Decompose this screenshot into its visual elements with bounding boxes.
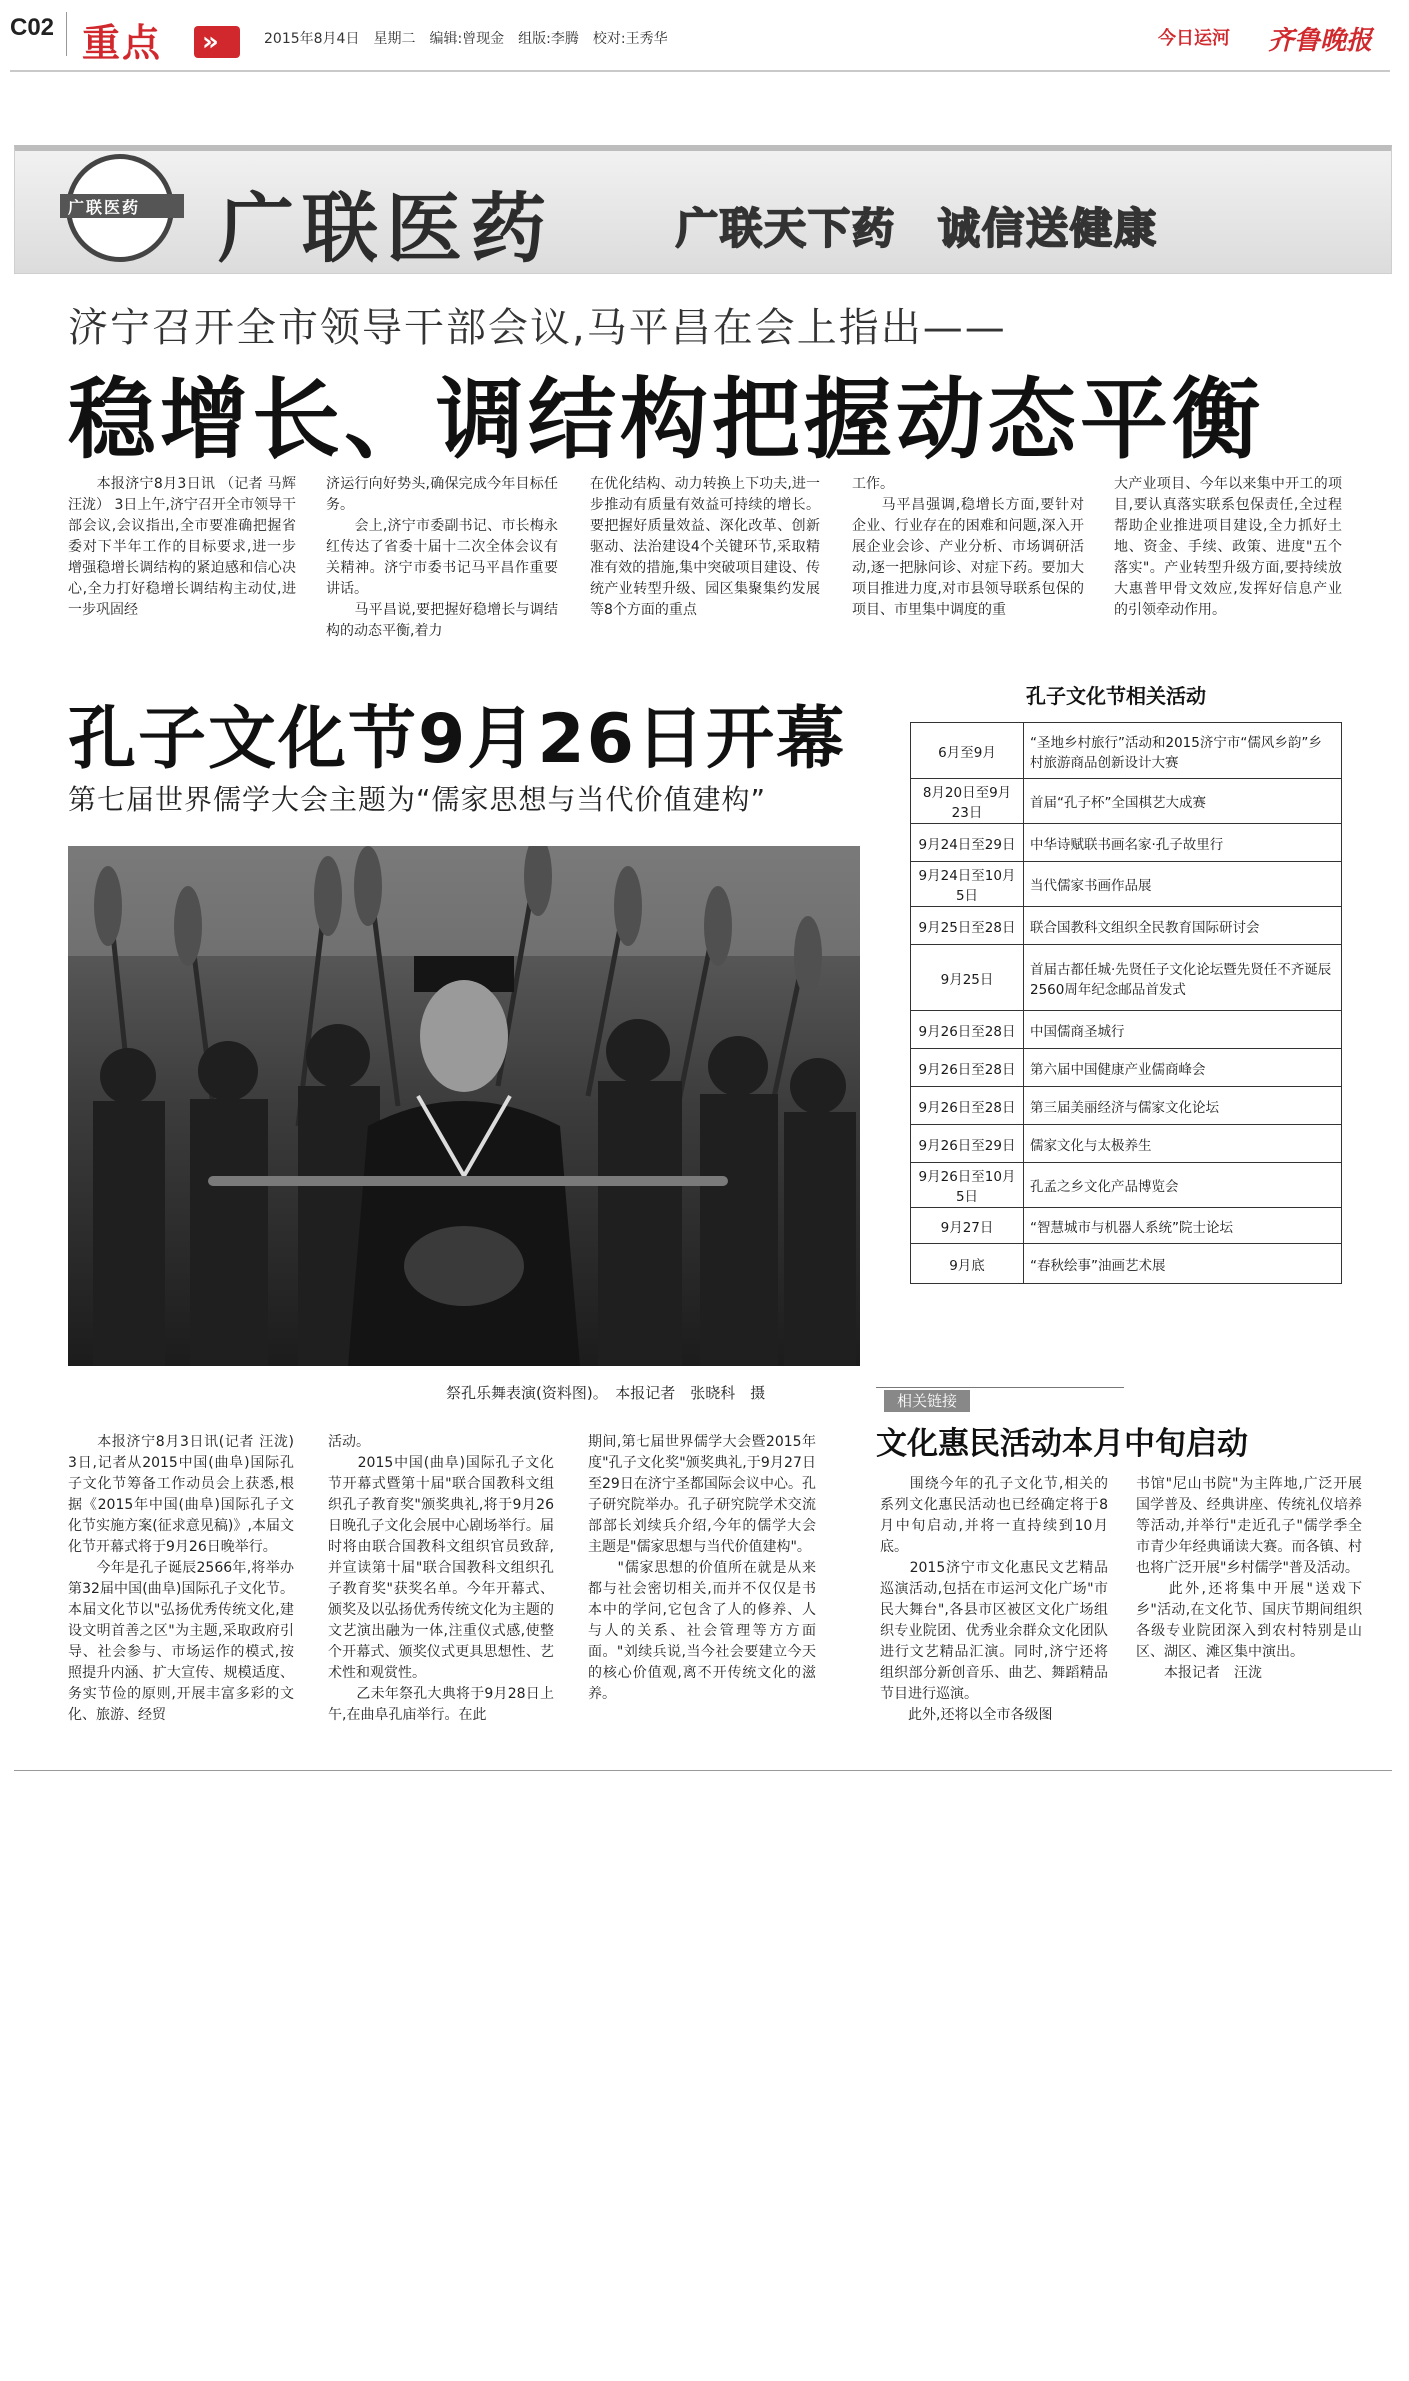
story2-column-1: 本报济宁8月3日讯(记者 汪泷) 3日,记者从2015中国(曲阜)国际孔子文化节筹备工作动员会上获悉,根据《2015年中国(曲阜)国际孔子文化节实施方案(征求意见稿)》,本届文化节开幕式将于9月26日晚举行。 今年是孔子诞辰2566年,将举办第32届中国(曲阜)国际孔子文化节。本届文化节以"弘扬优秀传统文化,建设文明首善之区"为主题,采取政府引导、社会参与、市场运作的模式,按照提升内涵、扩大宣传、规模适度、务实节俭的原则,开展丰富多彩的文化、旅游、经贸 (68, 1434, 294, 1723)
activity-name: “智慧城市与机器人系统”院士论坛 (1024, 1208, 1342, 1244)
section-arrow-icon: » (194, 26, 240, 58)
related-column-1: 围绕今年的孔子文化节,相关的系列文化惠民活动也已经确定将于8月中旬启动,并将一直持续到10月底。 2015济宁市文化惠民文艺精品巡演活动,包括在市运河文化广场"市民大舞台",各县市区被区文化广场组织专业院团、优秀业余群众文化团队进行文艺精品汇演。同时,济宁还将组织部分新创音乐、曲艺、舞蹈精品节目进行巡演。 此外,还将以全市各级图 (880, 1476, 1108, 1723)
related-headline: 文化惠民活动本月中旬启动 (876, 1426, 1248, 1462)
activity-date: 9月24日至29日 (911, 824, 1024, 862)
story1-headline: 稳增长、调结构把握动态平衡 (68, 368, 1265, 471)
activity-row (911, 1049, 1342, 1087)
activity-row (911, 1087, 1342, 1125)
activity-row (911, 1163, 1342, 1208)
activity-date: 8月20日至9月23日 (911, 779, 1024, 824)
photo-caption: 祭孔乐舞表演(资料图)。 本报记者 张晓科 摄 (446, 1384, 766, 1402)
masthead-logo: 齐鲁晚报 (1268, 26, 1373, 56)
activity-name: 当代儒家书画作品展 (1024, 862, 1342, 907)
activity-row (911, 907, 1342, 945)
activity-date: 9月24日至10月5日 (911, 862, 1024, 907)
bottom-rule (14, 1770, 1392, 1771)
header-rule (10, 70, 1390, 72)
activity-row (911, 1011, 1342, 1049)
activity-date: 9月26日至28日 (911, 1087, 1024, 1125)
activity-date: 9月27日 (911, 1208, 1024, 1244)
header-divider (66, 12, 67, 56)
activity-date: 9月25日 (911, 945, 1024, 1011)
activity-row (911, 723, 1342, 779)
activity-name: 第六届中国健康产业儒商峰会 (1024, 1049, 1342, 1087)
activities-table (910, 722, 1342, 1284)
ad-slogan-2: 诚信送健康 (938, 204, 1159, 253)
activity-name: 孔孟之乡文化产品博览会 (1024, 1163, 1342, 1208)
activity-date: 6月至9月 (911, 723, 1024, 779)
activity-row (911, 1244, 1342, 1284)
activity-date: 9月26日至29日 (911, 1125, 1024, 1163)
story1-kicker: 济宁召开全市领导干部会议,马平昌在会上指出—— (68, 305, 1007, 351)
activity-name: 中华诗赋联书画名家·孔子故里行 (1024, 824, 1342, 862)
related-tag-rule (876, 1387, 1124, 1388)
story1-column-2: 济运行向好势头,确保完成今年目标任务。 会上,济宁市委副书记、市长梅永红传达了省委十届十二次全体会议有关精神。济宁市委书记马平昌作重要讲话。 马平昌说,要把握好稳增长与调结构的动态平衡,着力 (326, 476, 558, 639)
story1-column-3: 在优化结构、动力转换上下功夫,进一步推动有质量有效益可持续的增长。要把握好质量效益、深化改革、创新驱动、法治建设4个关键环节,采取精准有效的措施,集中突破项目建设、传统产业转型升级、园区集聚集约发展等8个方面的重点 (590, 476, 820, 618)
activity-name: 首届古都任城·先贤任子文化论坛暨先贤任不齐诞辰2560周年纪念邮品首发式 (1024, 945, 1342, 1011)
activity-date: 9月26日至10月5日 (911, 1163, 1024, 1208)
activity-row (911, 779, 1342, 824)
ad-brand: 广联医药 (218, 184, 554, 273)
activities-title: 孔子文化节相关活动 (1026, 684, 1206, 708)
activity-row (911, 1208, 1342, 1244)
story2-column-3: 期间,第七届世界儒学大会暨2015年度"孔子文化奖"颁奖典礼,于9月27日至29日在济宁圣都国际会议中心。孔子研究院举办。孔子研究院学术交流部部长刘续兵介绍,今年的儒学大会主题是"儒家思想与当代价值建构"。 "儒家思想的价值所在就是从来都与社会密切相关,而并不仅仅是书本中的学问,它包含了人的修养、人与人的关系、社会管理等方方面面。"刘续兵说,当今社会要建立今天的核心价值观,离不开传统文化的滋养。 (588, 1434, 816, 1702)
ad-slogan-1: 广联天下药 (676, 204, 897, 253)
activity-date: 9月底 (911, 1244, 1024, 1284)
activity-name: “圣地乡村旅行”活动和2015济宁市“儒风乡韵”乡村旅游商品创新设计大赛 (1024, 723, 1342, 779)
related-column-2: 书馆"尼山书院"为主阵地,广泛开展国学普及、经典讲座、传统礼仪培养等活动,并举行"走近孔子"儒学季全市青少年经典诵读大赛。而各镇、村也将广泛开展"乡村儒学"普及活动。 此外,还将集中开展"送戏下乡"活动,在文化节、国庆节期间组织各级专业院团深入到农村特别是山区、湖区、滩区集中演出。 本报记者 汪泷 (1136, 1476, 1362, 1681)
story2-column-2: 活动。 2015中国(曲阜)国际孔子文化节开幕式暨第十届"联合国教科文组织孔子教育奖"颁奖典礼,将于9月26日晚孔子文化会展中心剧场举行。届时将由联合国教科文组织官员致辞,并宣读第十届"联合国教科文组织孔子教育奖"获奖名单。今年开幕式、颁奖及以弘扬优秀传统文化为主题的文艺演出融为一体,注重仪式感,使整个开幕式、颁奖仪式更具思想性、艺术性和观赏性。 乙未年祭孔大典将于9月28日上午,在曲阜孔庙举行。在此 (328, 1434, 554, 1723)
activity-name: 儒家文化与太极养生 (1024, 1125, 1342, 1163)
story1-column-4: 工作。 马平昌强调,稳增长方面,要针对企业、行业存在的困难和问题,深入开展企业会诊、产业分析、市场调研活动,逐一把脉问诊、对症下药。要加大项目推进力度,对市县领导联系包保的项目、市里集中调度的重 (852, 476, 1084, 618)
activity-name: 中国儒商圣城行 (1024, 1011, 1342, 1049)
activity-date: 9月26日至28日 (911, 1049, 1024, 1087)
activity-row (911, 824, 1342, 862)
activity-date: 9月26日至28日 (911, 1011, 1024, 1049)
page-number: C02 (10, 14, 55, 41)
activity-row (911, 945, 1342, 1011)
activity-name: 首届“孔子杯”全国棋艺大成赛 (1024, 779, 1342, 824)
activity-row (911, 862, 1342, 907)
activity-name: 联合国教科文组织全民教育国际研讨会 (1024, 907, 1342, 945)
story2-headline: 孔子文化节9月26日开幕 (68, 700, 846, 779)
issue-meta: 2015年8月4日 星期二 编辑:曾现金 组版:李腾 校对:王秀华 (264, 31, 668, 47)
story2-subheadline: 第七届世界儒学大会主题为“儒家思想与当代价值建构” (68, 783, 767, 816)
activity-row (911, 1125, 1342, 1163)
related-tag: 相关链接 (884, 1390, 970, 1412)
section-title: 重点 (82, 21, 163, 65)
story1-column-5: 大产业项目、今年以来集中开工的项目,要认真落实联系包保责任,全过程帮助企业推进项目建设,全力抓好土地、资金、手续、政策、进度"五个落实"。产业转型升级方面,要持续放大惠普甲骨文效应,发挥好信息产业的引领牵动作用。 (1114, 476, 1342, 618)
activity-name: “春秋绘事”油画艺术展 (1024, 1244, 1342, 1284)
activity-date: 9月25日至28日 (911, 907, 1024, 945)
story1-column-1: 本报济宁8月3日讯 （记者 马辉 汪泷） 3日上午,济宁召开全市领导干部会议,会议指出,全市要准确把握省委对下半年工作的目标要求,进一步增强稳增长调结构的紧迫感和信心决心,全力打好稳增长调结构主动仗,进一步巩固经 (68, 476, 296, 618)
edition-label: 今日运河 (1158, 28, 1230, 49)
activity-name: 第三届美丽经济与儒家文化论坛 (1024, 1087, 1342, 1125)
ad-logo-text: 广联医药 (68, 198, 141, 217)
ceremony-photo (68, 846, 860, 1366)
